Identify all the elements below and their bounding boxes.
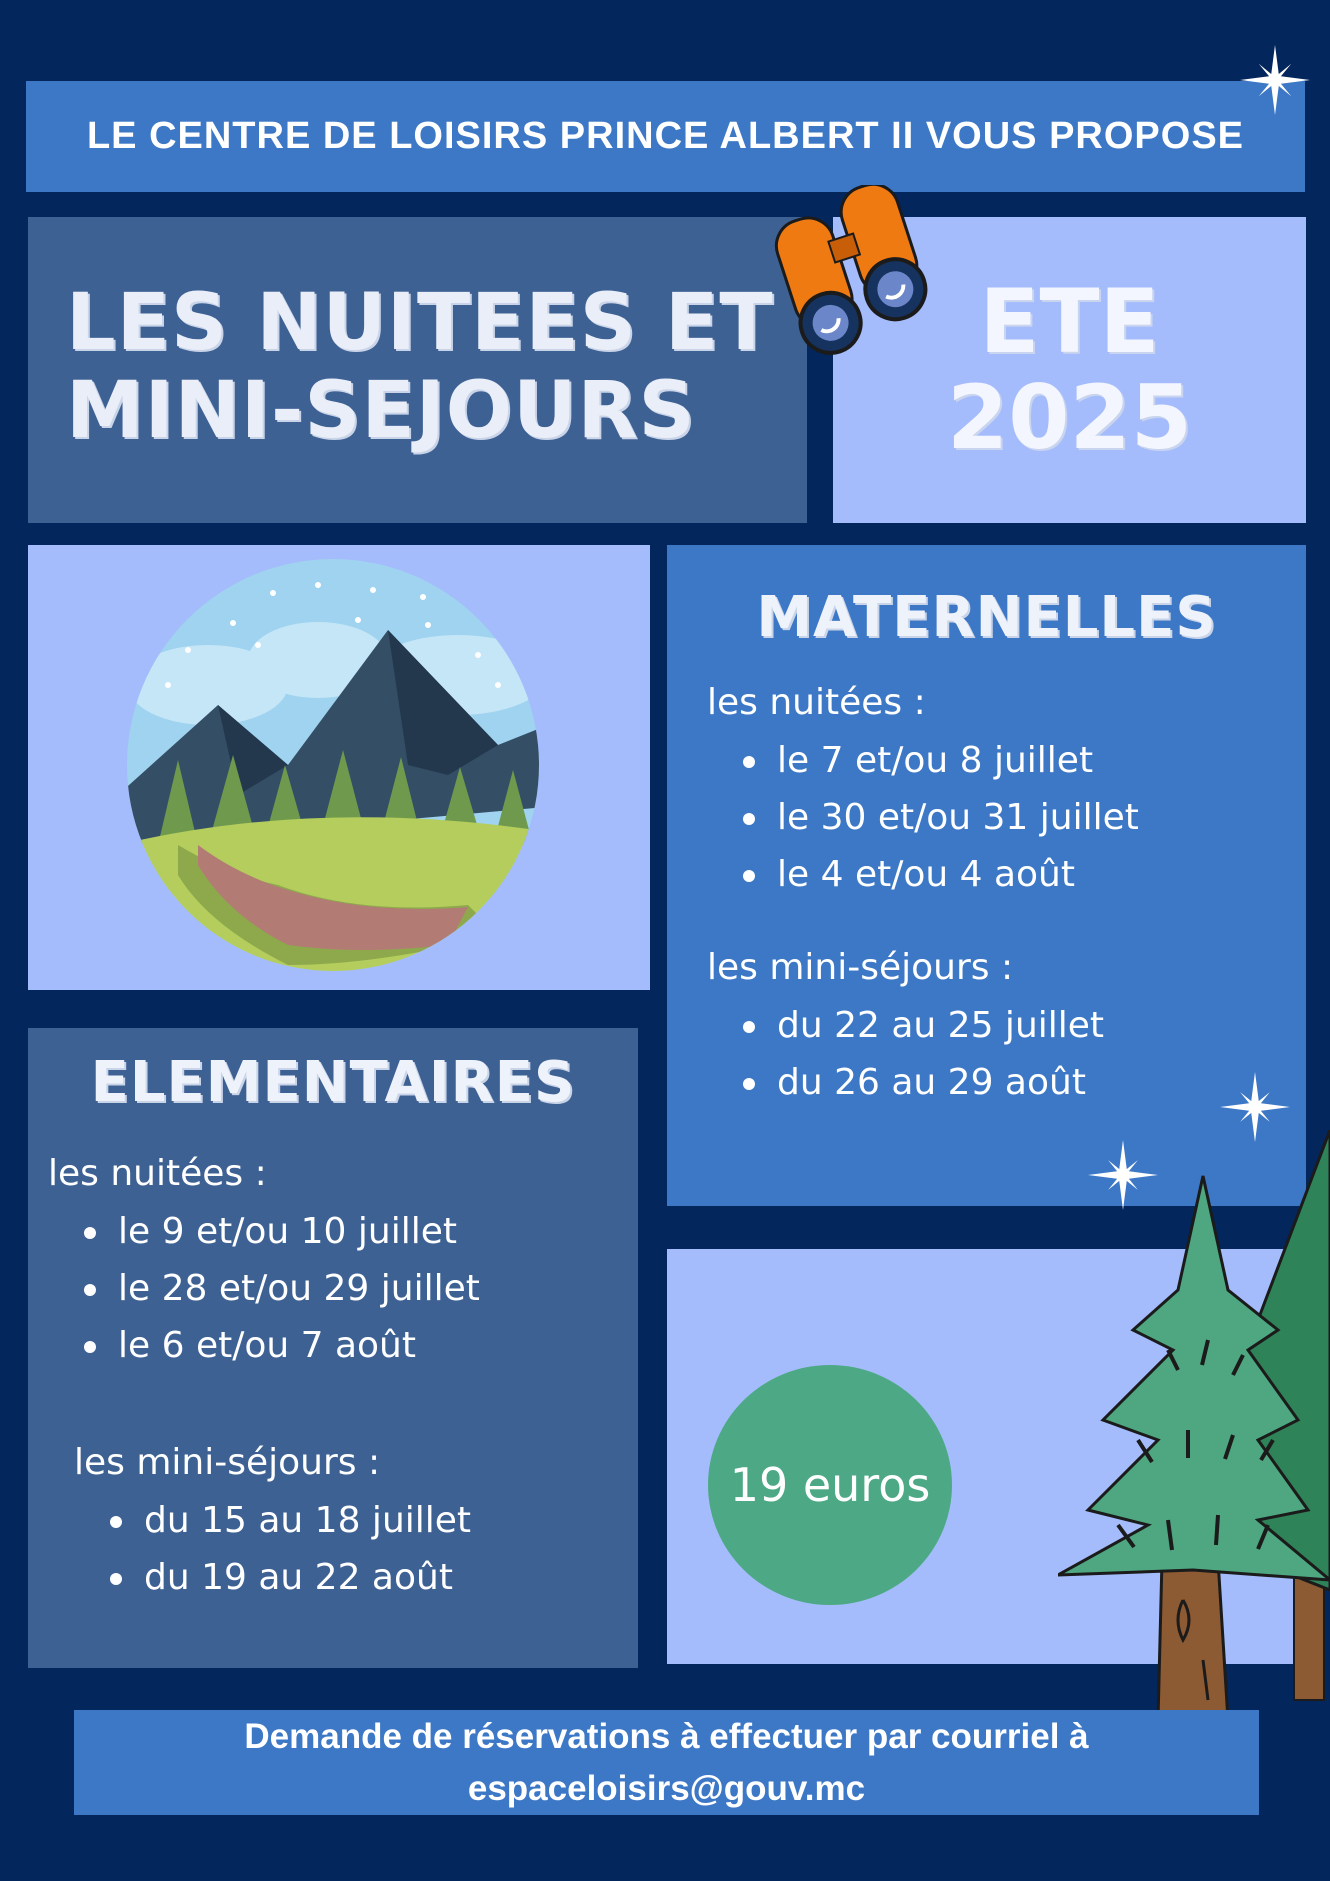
contact-email[interactable]: espaceloisirs@gouv.mc — [467, 1768, 866, 1808]
elementaires-nuitees-list — [48, 1203, 638, 1374]
price-text: 19 euros — [729, 1458, 931, 1512]
list-item: le 4 et/ou 4 août — [707, 846, 1306, 903]
maternelles-mini-list — [707, 997, 1306, 1111]
elementaires-mini-list — [74, 1492, 638, 1606]
header-banner — [26, 81, 1305, 192]
list-item: du 15 au 18 juillet — [74, 1492, 638, 1549]
main-title-line1: LES NUITEES ET — [66, 278, 774, 368]
list-item: le 6 et/ou 7 août — [48, 1317, 638, 1374]
list-item: le 30 et/ou 31 juillet — [707, 789, 1306, 846]
sparkle-icon — [1240, 45, 1310, 115]
title-panel — [28, 217, 807, 523]
landscape-panel — [28, 545, 650, 990]
list-item: du 26 au 29 août — [707, 1054, 1306, 1111]
footer-text: Demande de réservations à effectuer par courriel à — [244, 1716, 1089, 1756]
maternelles-nuitees-list — [707, 732, 1306, 903]
maternelles-panel — [667, 545, 1306, 1206]
list-item: du 22 au 25 juillet — [707, 997, 1306, 1054]
elementaires-title: ELEMENTAIRES — [90, 1050, 576, 1115]
season-label: ETE — [979, 270, 1160, 373]
maternelles-mini-label: les mini-séjours : — [707, 947, 1014, 988]
list-item: le 28 et/ou 29 juillet — [48, 1260, 638, 1317]
mountain-scene-illustration — [28, 545, 650, 990]
pine-tree-illustration — [1058, 1130, 1330, 1730]
main-title-line2: MINI-SEJOURS — [66, 366, 696, 456]
season-year: 2025 — [947, 366, 1192, 469]
list-item: du 19 au 22 août — [74, 1549, 638, 1606]
maternelles-title: MATERNELLES — [756, 585, 1217, 650]
footer-banner — [74, 1710, 1259, 1815]
elementaires-panel — [28, 1028, 638, 1668]
list-item: le 7 et/ou 8 juillet — [707, 732, 1306, 789]
elementaires-mini-label: les mini-séjours : — [74, 1442, 381, 1483]
header-text: LE CENTRE DE LOISIRS PRINCE ALBERT II VOUS PROPOSE — [86, 115, 1245, 157]
elementaires-nuitees-label: les nuitées : — [48, 1153, 267, 1194]
binoculars-icon — [760, 185, 950, 360]
price-badge — [708, 1365, 952, 1605]
list-item: le 9 et/ou 10 juillet — [48, 1203, 638, 1260]
maternelles-nuitees-label: les nuitées : — [707, 682, 926, 723]
